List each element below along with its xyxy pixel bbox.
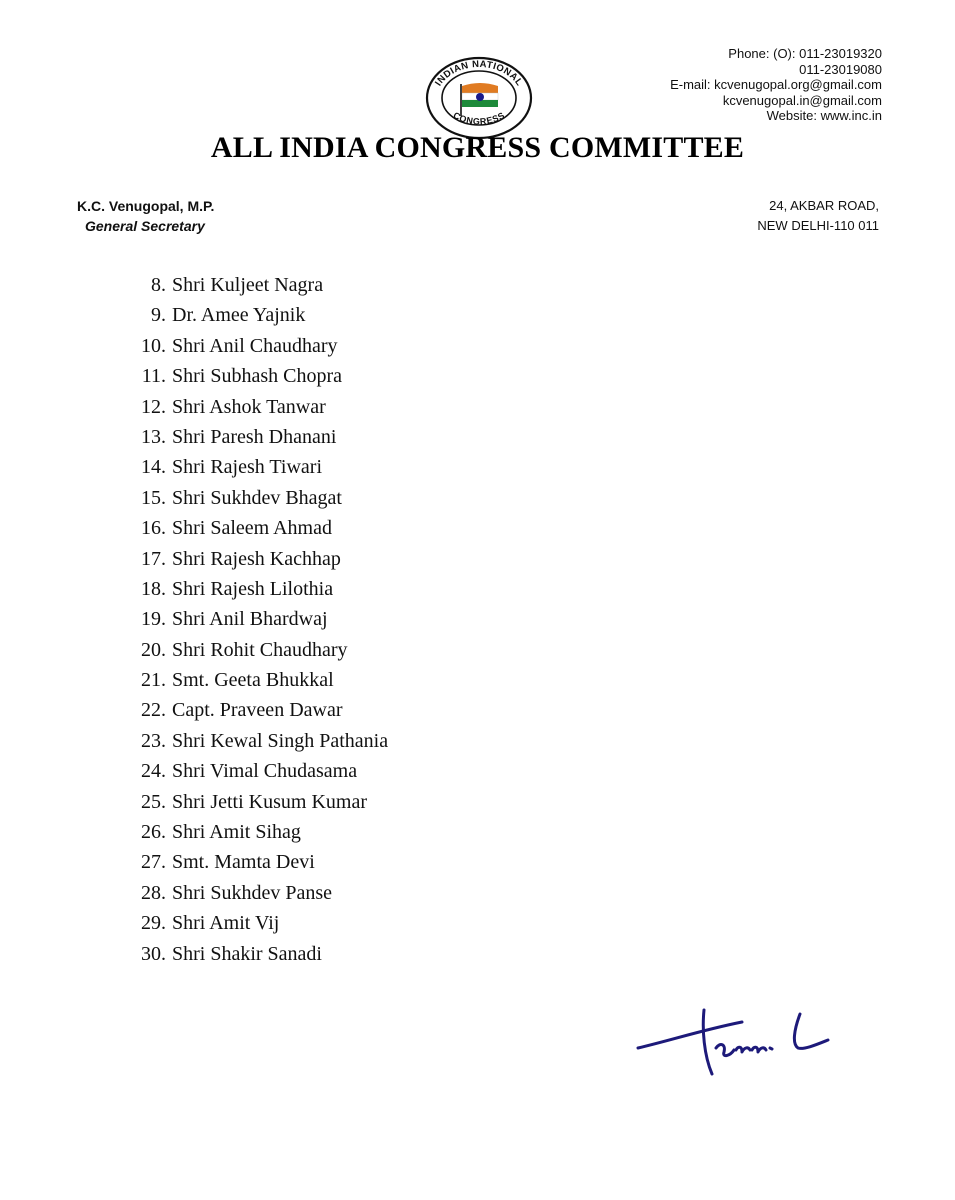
phone-line: Phone: (O): 011-23019320 xyxy=(728,46,882,61)
member-name: Shri Subhash Chopra xyxy=(172,365,342,388)
sender-block xyxy=(77,196,214,236)
congress-flag-seal-icon xyxy=(424,56,534,140)
list-item xyxy=(126,635,388,665)
list-item xyxy=(126,878,388,908)
list-item xyxy=(126,513,388,543)
list-item xyxy=(126,908,388,938)
list-item xyxy=(126,331,388,361)
list-item xyxy=(126,270,388,300)
list-item xyxy=(126,939,388,969)
member-name: Shri Sukhdev Bhagat xyxy=(172,486,342,509)
item-number: 27. xyxy=(141,851,166,874)
item-number: 26. xyxy=(141,821,166,844)
logo-text-bottom: CONGRESS xyxy=(451,110,507,127)
member-name: Dr. Amee Yajnik xyxy=(172,304,306,327)
svg-text:CONGRESS xyxy=(451,110,506,127)
member-name: Smt. Geeta Bhukkal xyxy=(172,669,334,692)
member-name: Capt. Praveen Dawar xyxy=(172,699,343,722)
list-item xyxy=(126,604,388,634)
sender-role: General Secretary xyxy=(85,218,205,234)
sender-name: K.C. Venugopal, M.P. xyxy=(77,198,215,214)
congress-logo xyxy=(424,56,534,140)
list-item xyxy=(126,361,388,391)
item-number: 9. xyxy=(151,304,166,327)
email-line: E-mail: kcvenugopal.org@gmail.com xyxy=(670,77,882,92)
member-name: Shri Kewal Singh Pathania xyxy=(172,729,389,752)
member-name: Shri Amit Sihag xyxy=(172,821,301,844)
email-line-2: kcvenugopal.in@gmail.com xyxy=(722,92,882,108)
member-name: Shri Anil Chaudhary xyxy=(172,334,338,357)
item-number: 12. xyxy=(141,395,166,418)
member-name: Smt. Mamta Devi xyxy=(172,851,315,874)
list-item xyxy=(126,787,388,817)
member-name: Shri Rajesh Kachhap xyxy=(172,547,341,570)
list-item xyxy=(126,483,388,513)
item-number: 25. xyxy=(141,790,166,813)
list-item xyxy=(126,452,388,482)
list-item xyxy=(126,756,388,786)
list-item xyxy=(126,392,388,422)
list-item xyxy=(126,726,388,756)
list-item xyxy=(126,847,388,877)
member-name: Shri Anil Bhardwaj xyxy=(172,608,328,631)
member-name: Shri Rohit Chaudhary xyxy=(172,638,348,661)
item-number: 10. xyxy=(141,334,166,357)
contact-block xyxy=(670,46,882,124)
item-number: 24. xyxy=(141,760,166,783)
logo-text-top: INDIAN NATIONAL xyxy=(433,58,525,89)
member-name: Shri Saleem Ahmad xyxy=(172,517,332,540)
member-name: Shri Shakir Sanadi xyxy=(172,942,322,965)
member-name: Shri Ashok Tanwar xyxy=(172,395,326,418)
item-number: 16. xyxy=(141,517,166,540)
item-number: 19. xyxy=(141,608,166,631)
phone-line-2: 011-23019080 xyxy=(799,61,882,77)
member-name: Shri Jetti Kusum Kumar xyxy=(172,790,367,813)
list-item xyxy=(126,665,388,695)
member-name: Shri Vimal Chudasama xyxy=(172,760,358,783)
item-number: 14. xyxy=(141,456,166,479)
item-number: 22. xyxy=(141,699,166,722)
item-number: 18. xyxy=(141,577,166,600)
member-name: Shri Amit Vij xyxy=(172,912,280,935)
item-number: 28. xyxy=(141,881,166,904)
item-number: 23. xyxy=(141,729,166,752)
item-number: 17. xyxy=(141,547,166,570)
handwritten-signature-icon xyxy=(632,1000,832,1080)
list-item xyxy=(126,544,388,574)
item-number: 30. xyxy=(141,942,166,965)
member-list xyxy=(126,270,388,969)
member-name: Shri Rajesh Lilothia xyxy=(172,577,334,600)
address-line-2: NEW DELHI-110 011 xyxy=(757,218,879,233)
item-number: 29. xyxy=(141,912,166,935)
signature xyxy=(632,1000,832,1080)
item-number: 21. xyxy=(141,669,166,692)
list-item xyxy=(126,422,388,452)
address-line-1: 24, AKBAR ROAD, xyxy=(769,198,879,213)
item-number: 8. xyxy=(151,274,166,296)
member-name: Shri Kuljeet Nagra xyxy=(172,274,324,296)
member-name: Shri Sukhdev Panse xyxy=(172,881,332,904)
item-number: 20. xyxy=(141,638,166,661)
list-item xyxy=(126,574,388,604)
website-line: Website: www.inc.in xyxy=(766,108,882,123)
item-number: 11. xyxy=(141,365,166,388)
item-number: 13. xyxy=(141,425,166,448)
list-item xyxy=(126,695,388,725)
list-item xyxy=(126,300,388,330)
member-name: Shri Rajesh Tiwari xyxy=(172,456,323,479)
list-item xyxy=(126,817,388,847)
address-block xyxy=(757,196,879,236)
member-name: Shri Paresh Dhanani xyxy=(172,425,337,448)
page-title: ALL INDIA CONGRESS COMMITTEE xyxy=(210,131,745,164)
item-number: 15. xyxy=(141,486,166,509)
